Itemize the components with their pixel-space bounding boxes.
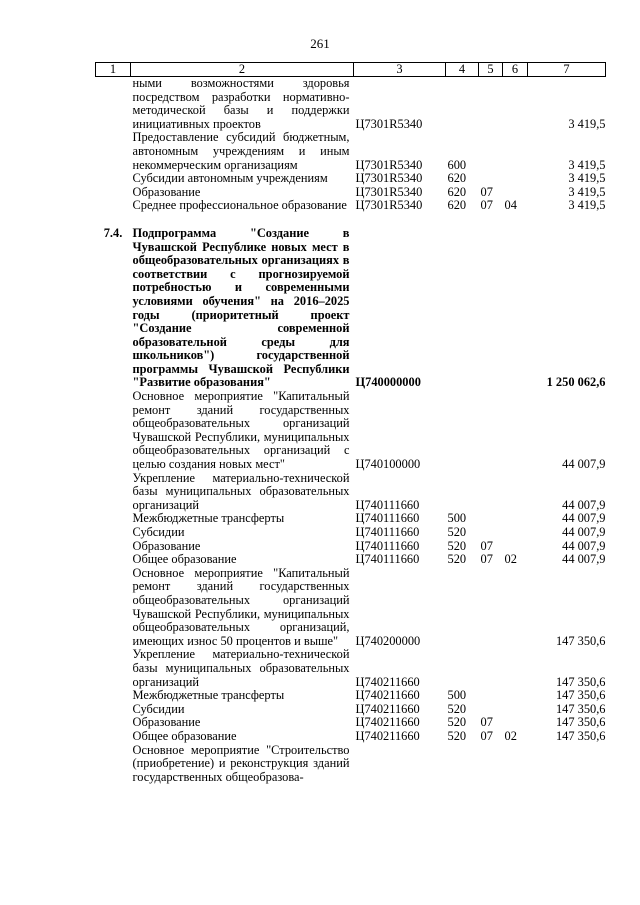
row-amount: 147 350,6 [555, 701, 606, 716]
row-expense-type-code: 600 [447, 157, 467, 172]
row-section-code: 07 [480, 715, 493, 730]
row-expense-type-code: 520 [447, 538, 467, 553]
row-name: Укрепление материально-технической базы муниципальных образовательных организаций [132, 647, 350, 689]
row-name: Основное мероприятие "Капитальный ремонт зданий государственных общеобразовательных организаций Чувашской Республики, муниципальных общеобразовательных организаций, имеющих износ 50 процентов и выше" [132, 565, 350, 648]
table-row [96, 77, 606, 132]
row-amount: 147 350,6 [555, 715, 606, 730]
row-target-article-code: Ц7301R5340 [355, 157, 423, 172]
row-number [96, 703, 131, 717]
row-name: Предоставление субсидий бюджетным, автономным учреждениям и иным некоммерческим организациям [132, 130, 350, 172]
row-target-article-code: Ц740211660 [355, 674, 420, 689]
row-name: Межбюджетные трансферты [132, 688, 285, 703]
row-name: Подпрограмма "Создание в Чувашской Республике новых мест в общеобразовательных организациях в соответствии с прогнозируемой потребностью и современными условиями обучения" на 2016–2025 годы (приоритетный проект "Создание современной образовательной среды для школьников") государственной программы Чувашской Республики "Развитие образования" [132, 225, 350, 390]
row-amount [528, 744, 606, 785]
table-body [96, 77, 606, 785]
row-section-code: 07 [480, 552, 493, 567]
row-name: Межбюджетные трансферты [132, 511, 285, 526]
row-subsection-code [503, 689, 528, 703]
row-name: Общее образование [132, 728, 237, 743]
row-amount: 3 419,5 [568, 157, 606, 172]
row-expense-type-code [446, 648, 479, 689]
row-name: Основное мероприятие "Строительство (приобретение) и реконструкция зданий государственных общеобразова- [132, 742, 350, 784]
row-number [96, 540, 131, 554]
row-number [96, 77, 131, 132]
row-subsection-code [503, 648, 528, 689]
table-row [96, 172, 606, 186]
row-number [96, 186, 131, 200]
row-subsection-code: 02 [504, 728, 517, 743]
row-section-code [479, 703, 503, 717]
row-name: Среднее профессиональное образование [132, 198, 347, 213]
row-section-code [479, 512, 503, 526]
table-row [96, 526, 606, 540]
row-number [96, 199, 131, 213]
header-col-7: 7 [528, 63, 606, 77]
row-target-article-code [354, 744, 446, 785]
table-row [96, 186, 606, 200]
row-subsection-code [503, 744, 528, 785]
table-header [96, 63, 606, 77]
row-expense-type-code [446, 472, 479, 513]
table-row [96, 540, 606, 554]
header-col-5: 5 [479, 63, 503, 77]
row-amount: 44 007,9 [562, 497, 606, 512]
row-name: Субсидии [132, 525, 185, 539]
row-target-article-code: Ц740211660 [355, 728, 420, 743]
row-expense-type-code: 620 [447, 184, 467, 199]
row-section-code: 07 [480, 538, 493, 553]
row-expense-type-code: 520 [447, 701, 467, 716]
row-amount: 147 350,6 [555, 688, 606, 703]
row-expense-type-code [446, 390, 479, 472]
row-number: 7.4. [103, 225, 123, 240]
row-amount: 44 007,9 [562, 552, 606, 567]
row-subsection-code [503, 186, 528, 200]
row-expense-type-code [446, 744, 479, 785]
header-col-2: 2 [131, 63, 354, 77]
row-name: Общее образование [132, 552, 237, 567]
row-number [96, 689, 131, 703]
row-subsection-code [503, 540, 528, 554]
header-col-3: 3 [354, 63, 446, 77]
row-target-article-code: Ц740211660 [355, 688, 420, 703]
row-name: Образование [132, 538, 201, 553]
row-subsection-code [503, 390, 528, 472]
row-expense-type-code: 500 [447, 511, 467, 526]
row-section-code [479, 567, 503, 649]
row-target-article-code: Ц7301R5340 [355, 198, 423, 213]
table-row [96, 472, 606, 513]
row-expense-type-code: 520 [447, 728, 467, 743]
row-expense-type-code: 620 [447, 171, 467, 186]
row-target-article-code: Ц740211660 [355, 701, 420, 716]
row-subsection-code [503, 512, 528, 526]
row-section-code [479, 390, 503, 472]
row-expense-type-code: 620 [447, 198, 467, 213]
row-number [96, 730, 131, 744]
row-subsection-code [503, 526, 528, 540]
table-spacer-row [96, 213, 606, 227]
row-section-code [479, 131, 503, 172]
row-subsection-code: 04 [504, 198, 517, 213]
table-row [96, 227, 606, 390]
row-amount: 3 419,5 [568, 184, 606, 199]
row-section-code [479, 526, 503, 540]
row-amount: 44 007,9 [562, 525, 606, 539]
row-amount: 3 419,5 [568, 116, 606, 131]
row-subsection-code [503, 472, 528, 513]
row-target-article-code: Ц740111660 [355, 497, 420, 512]
row-number [96, 472, 131, 513]
row-name: Образование [132, 715, 201, 730]
row-target-article-code: Ц740111660 [355, 525, 420, 539]
row-expense-type-code [446, 567, 479, 649]
row-target-article-code: Ц740000000 [355, 375, 421, 390]
row-section-code [479, 77, 503, 132]
row-section-code [479, 744, 503, 785]
row-amount: 3 419,5 [568, 198, 606, 213]
row-target-article-code: Ц740111660 [355, 511, 420, 526]
row-expense-type-code [446, 227, 479, 390]
table-row [96, 390, 606, 472]
budget-table [95, 62, 606, 784]
row-target-article-code: Ц7301R5340 [355, 171, 423, 186]
row-section-code [479, 689, 503, 703]
row-subsection-code [503, 131, 528, 172]
header-row [96, 63, 606, 77]
row-number [96, 553, 131, 567]
table-row [96, 199, 606, 213]
row-section-code: 07 [480, 728, 493, 743]
row-amount: 1 250 062,6 [546, 375, 606, 390]
row-subsection-code [503, 703, 528, 717]
header-col-4: 4 [446, 63, 479, 77]
row-expense-type-code: 520 [447, 715, 467, 730]
row-number [96, 744, 131, 785]
row-name: Укрепление материально-технической базы муниципальных образовательных организаций [132, 470, 350, 512]
row-expense-type-code: 520 [447, 525, 467, 539]
row-section-code [479, 648, 503, 689]
row-number [96, 172, 131, 186]
row-number [96, 526, 131, 540]
row-name: Субсидии [132, 701, 185, 716]
row-number [96, 512, 131, 526]
table-row [96, 730, 606, 744]
row-section-code [479, 227, 503, 390]
row-subsection-code [503, 227, 528, 390]
row-amount: 147 350,6 [555, 728, 606, 743]
row-target-article-code: Ц740111660 [355, 552, 420, 567]
row-name: Субсидии автономным учреждениям [132, 171, 328, 186]
header-col-6: 6 [503, 63, 528, 77]
row-section-code: 07 [480, 198, 493, 213]
row-expense-type-code: 520 [447, 552, 467, 567]
row-number [96, 390, 131, 472]
row-expense-type-code: 500 [447, 688, 467, 703]
row-subsection-code [503, 716, 528, 730]
header-col-1: 1 [96, 63, 131, 77]
table-row [96, 648, 606, 689]
table-row [96, 744, 606, 785]
row-number [96, 716, 131, 730]
row-amount: 3 419,5 [568, 171, 606, 186]
row-target-article-code: Ц7301R5340 [355, 116, 423, 131]
row-target-article-code: Ц740100000 [355, 457, 421, 472]
row-subsection-code [503, 77, 528, 132]
row-amount: 147 350,6 [555, 674, 606, 689]
row-target-article-code: Ц740200000 [355, 633, 421, 648]
page-number: 261 [310, 36, 330, 51]
table-row [96, 716, 606, 730]
row-amount: 44 007,9 [562, 511, 606, 526]
table-row [96, 567, 606, 649]
table-row [96, 553, 606, 567]
row-name: Образование [132, 184, 201, 199]
row-number [96, 131, 131, 172]
spacer-cell [96, 213, 606, 227]
row-target-article-code: Ц740211660 [355, 715, 420, 730]
row-amount: 147 350,6 [555, 633, 606, 648]
row-name: Основное мероприятие "Капитальный ремонт зданий государственных общеобразовательных организаций Чувашской Республики, муниципальных общеобразовательных организаций с целью создания новых мест" [132, 389, 350, 472]
table-row [96, 703, 606, 717]
row-amount: 44 007,9 [562, 457, 606, 472]
table-row [96, 512, 606, 526]
row-section-code [479, 472, 503, 513]
row-target-article-code: Ц7301R5340 [355, 184, 423, 199]
row-expense-type-code [446, 77, 479, 132]
table-row [96, 131, 606, 172]
row-section-code: 07 [480, 184, 493, 199]
row-number [96, 567, 131, 649]
row-subsection-code [503, 567, 528, 649]
table-row [96, 689, 606, 703]
row-number [96, 648, 131, 689]
row-subsection-code: 02 [504, 552, 517, 567]
row-name: ными возможностями здоровья посредством разработки нормативно-методической базы и поддержки инициативных проектов [132, 76, 350, 131]
row-target-article-code: Ц740111660 [355, 538, 420, 553]
row-section-code [479, 172, 503, 186]
row-subsection-code [503, 172, 528, 186]
row-amount: 44 007,9 [562, 538, 606, 553]
